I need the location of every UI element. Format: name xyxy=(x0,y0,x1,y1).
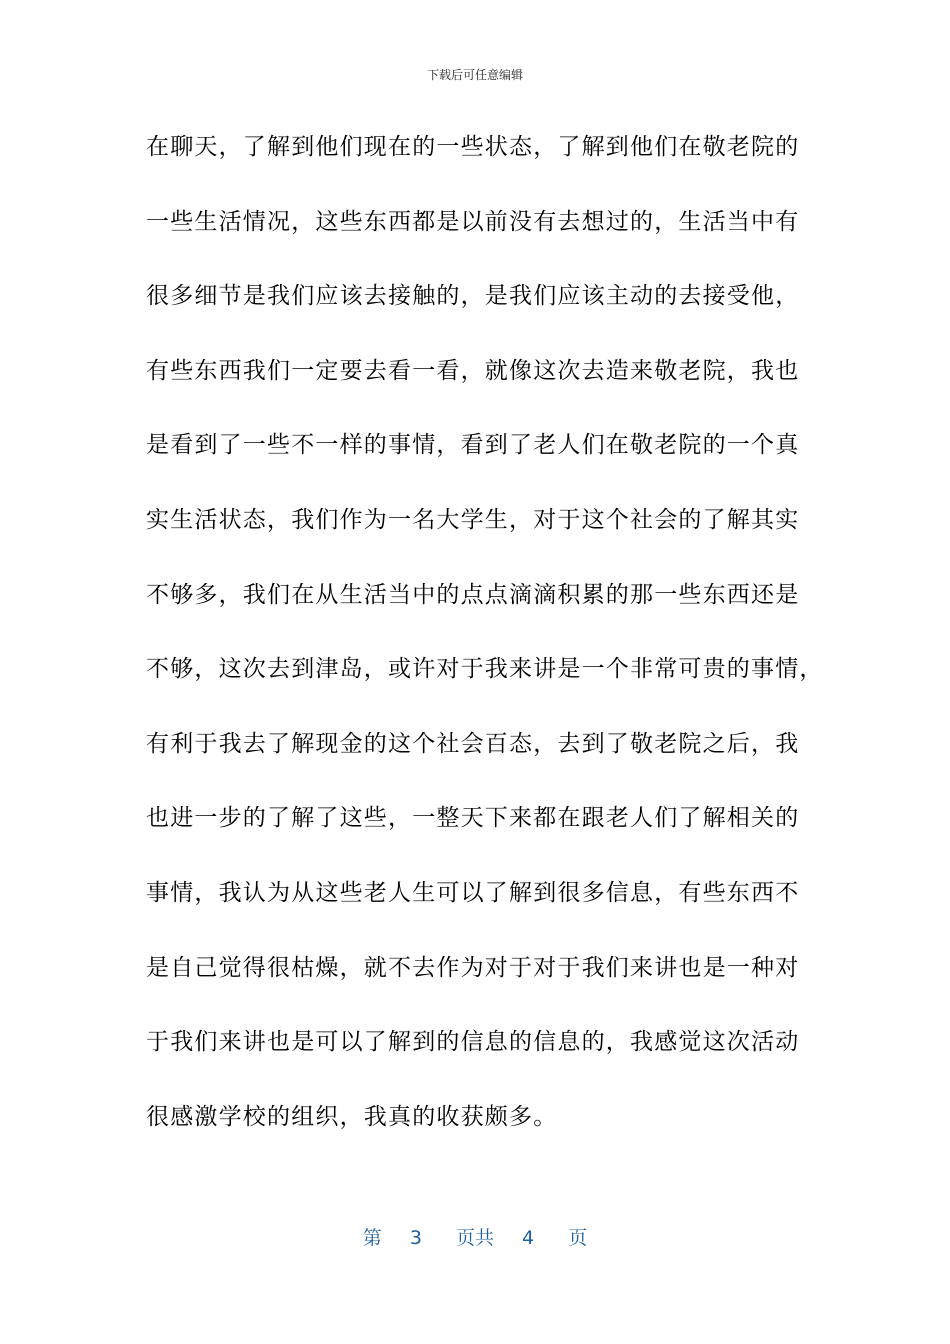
footer-middle: 页共 xyxy=(455,1227,494,1249)
paragraph-line: 很感激学校的组织，我真的收获颇多。 xyxy=(146,1103,558,1130)
paragraph-line: 实生活状态，我们作为一名大学生，对于这个社会的了解其实 xyxy=(146,506,800,533)
footer-total-pages: 4 xyxy=(522,1227,535,1249)
paragraph-line: 在聊天，了解到他们现在的一些状态，了解到他们在敬老院的 xyxy=(146,134,800,160)
paragraph-line: 是自己觉得很枯燥，就不去作为对于对于我们来讲也是一种对 xyxy=(146,954,800,981)
paragraph-line: 于我们来讲也是可以了解到的信息的信息的，我感觉这次活动 xyxy=(146,1029,800,1056)
paragraph-line: 也进一步的了解了这些，一整天下来都在跟老人们了解相关的 xyxy=(146,805,800,832)
paragraph-line: 有利于我去了解现金的这个社会百态，去到了敬老院之后，我 xyxy=(146,730,800,757)
paragraph-line: 不够多，我们在从生活当中的点点滴滴积累的那一些东西还是 xyxy=(146,581,800,608)
paragraph-line: 事情，我认为从这些老人生可以了解到很多信息，有些东西不 xyxy=(146,879,800,906)
header-note: 下载后可任意编辑 xyxy=(426,68,523,82)
paragraph-line: 一些生活情况，这些东西都是以前没有去想过的，生活当中有 xyxy=(146,208,800,235)
page-footer xyxy=(0,1226,950,1250)
paragraph-line: 有些东西我们一定要去看一看，就像这次去造来敬老院，我也 xyxy=(146,357,800,384)
paragraph-line: 是看到了一些不一样的事情，看到了老人们在敬老院的一个真 xyxy=(146,432,800,459)
paragraph-line: 很多细节是我们应该去接触的，是我们应该主动的去接受他， xyxy=(146,283,800,310)
footer-current-page: 3 xyxy=(409,1227,422,1249)
document-body xyxy=(146,110,824,1154)
footer-prefix: 第 xyxy=(362,1227,382,1249)
paragraph-line: 不够，这次去到津岛，或许对于我来讲是一个非常可贵的事情， xyxy=(146,656,824,683)
footer-suffix: 页 xyxy=(568,1227,588,1249)
